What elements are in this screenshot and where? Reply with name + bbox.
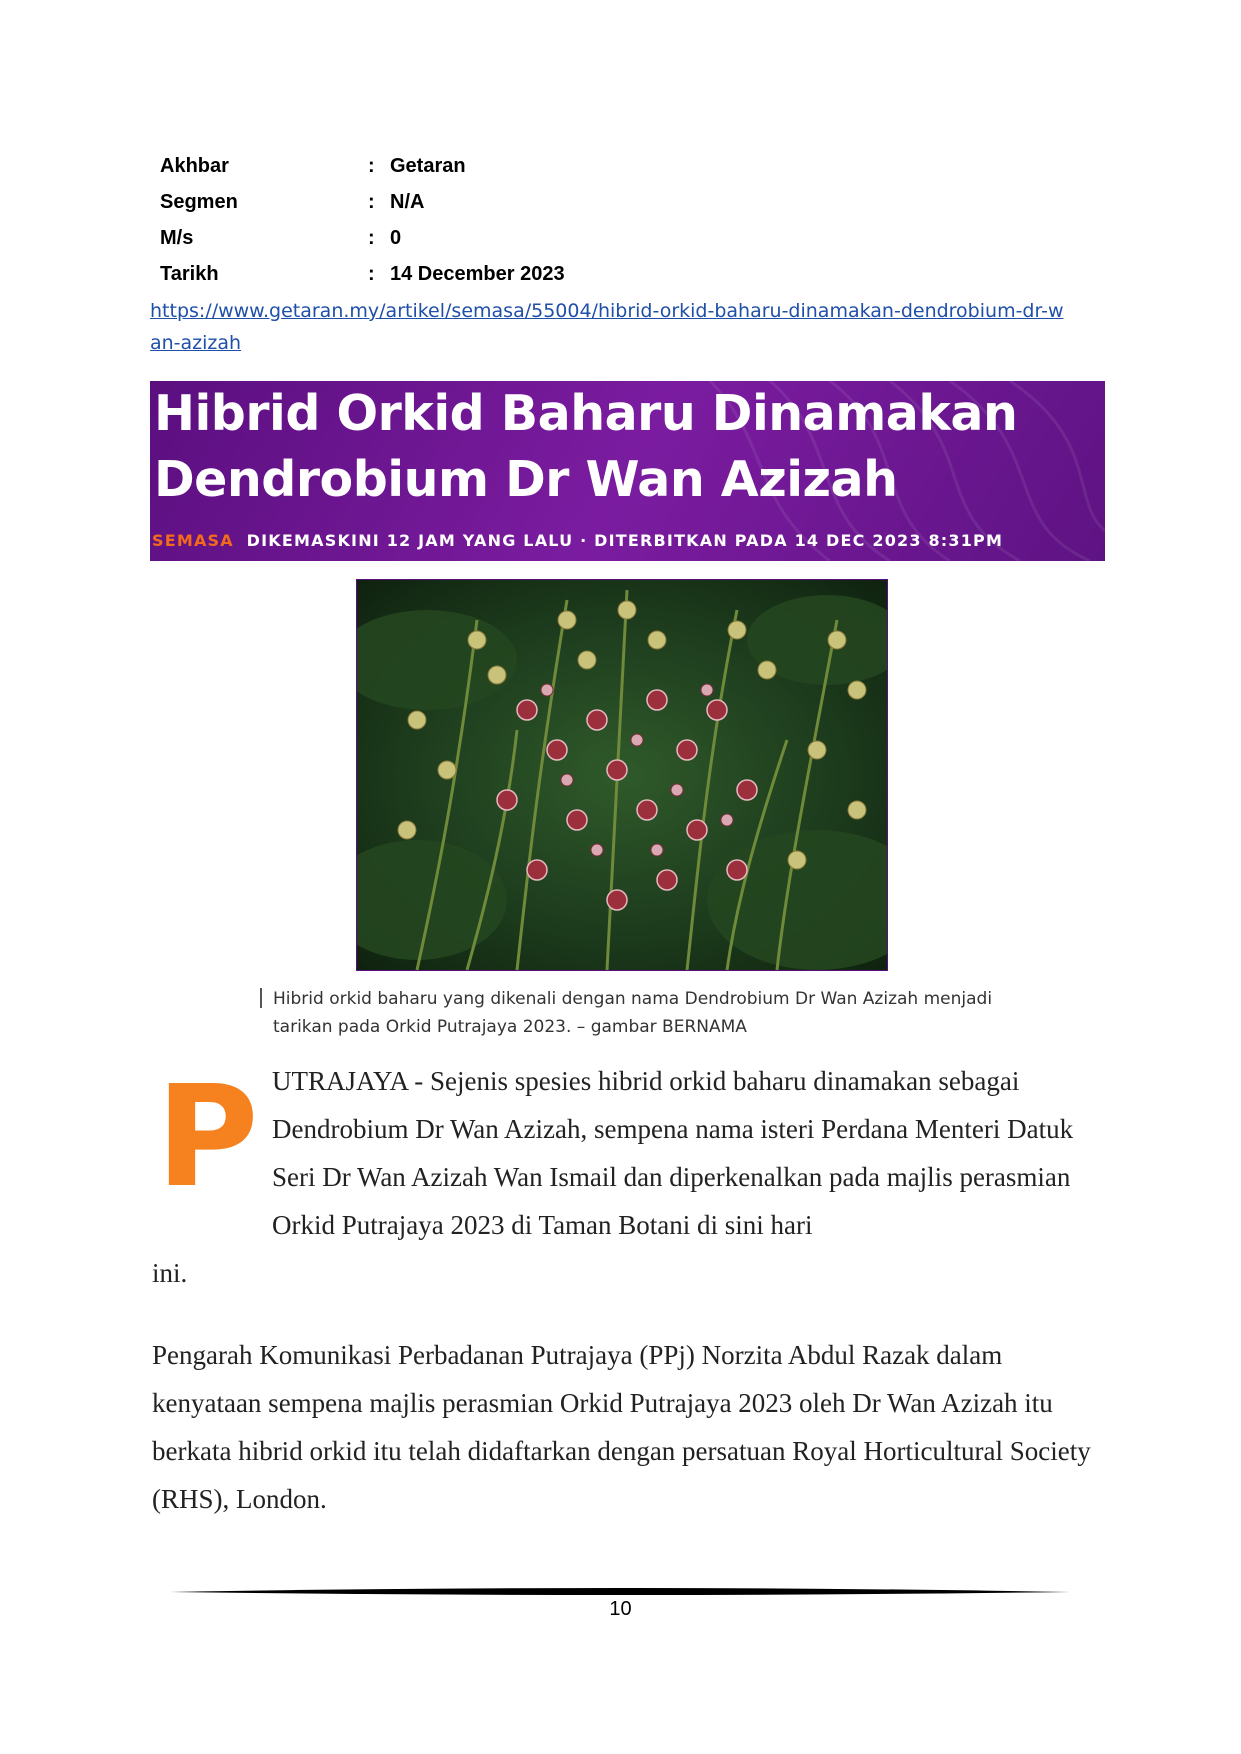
meta-colon: :	[368, 190, 375, 213]
meta-value: 0	[390, 226, 402, 249]
meta-value: N/A	[390, 190, 425, 213]
meta-colon: :	[368, 226, 375, 249]
meta-label: Segmen	[160, 190, 238, 213]
meta-label: M/s	[160, 226, 194, 249]
document-metadata	[160, 148, 860, 292]
article-paragraph-2: Pengarah Komunikasi Perbadanan Putrajaya (PPj) Norzita Abdul Razak dalam kenyataan sempena majlis perasmian Orkid Putrajaya 2023 oleh Dr Wan Azizah itu berkata hibrid orkid itu telah didaftarkan dengan persatuan Royal Horticultural Society (RHS), London.	[152, 1340, 1091, 1514]
article-lead-tail: ini.	[152, 1258, 188, 1288]
article-header-banner	[150, 381, 1105, 561]
meta-label: Akhbar	[160, 154, 229, 177]
meta-colon: :	[368, 262, 375, 285]
page-number: 10	[609, 1598, 632, 1620]
caption-marker	[260, 988, 262, 1008]
meta-value: 14 December 2023	[390, 262, 565, 285]
meta-colon: :	[368, 154, 375, 177]
footer-divider	[170, 1586, 1070, 1598]
orchid-photo-illustration	[357, 580, 887, 970]
photo-caption: Hibrid orkid baharu yang dikenali dengan nama Dendrobium Dr Wan Azizah menjadi tarikan pada Orkid Putrajaya 2023. – gambar BERNAMA	[273, 989, 993, 1037]
meta-row-segmen	[160, 184, 860, 220]
orchid-photo	[356, 579, 888, 971]
article-byline	[152, 531, 1003, 550]
meta-row-akhbar	[160, 148, 860, 184]
meta-label: Tarikh	[160, 262, 219, 285]
meta-row-ms	[160, 220, 860, 256]
drop-cap-letter: P	[156, 1056, 259, 1219]
article-headline: Hibrid Orkid Baharu Dinamakan Dendrobium Dr Wan Azizah	[154, 385, 1018, 508]
category-label[interactable]: SEMASA	[152, 531, 234, 550]
article-lead-paragraph: UTRAJAYA - Sejenis spesies hibrid orkid baharu dinamakan sebagai Dendrobium Dr Wan Azizah, sempena nama isteri Perdana Menteri Datuk Seri Dr Wan Azizah Wan Ismail dan diperkenalkan pada majlis perasmian Orkid Putrajaya 2023 di Taman Botani di sini hari	[272, 1066, 1074, 1240]
meta-value: Getaran	[390, 154, 466, 177]
source-url-link[interactable]: https://www.getaran.my/artikel/semasa/55004/hibrid-orkid-baharu-dinamakan-dendrobium-dr-wan-azizah	[150, 300, 1064, 354]
meta-row-tarikh	[160, 256, 860, 292]
publish-info: DIKEMASKINI 12 JAM YANG LALU · DITERBITKAN PADA 14 DEC 2023 8:31PM	[246, 531, 1004, 550]
